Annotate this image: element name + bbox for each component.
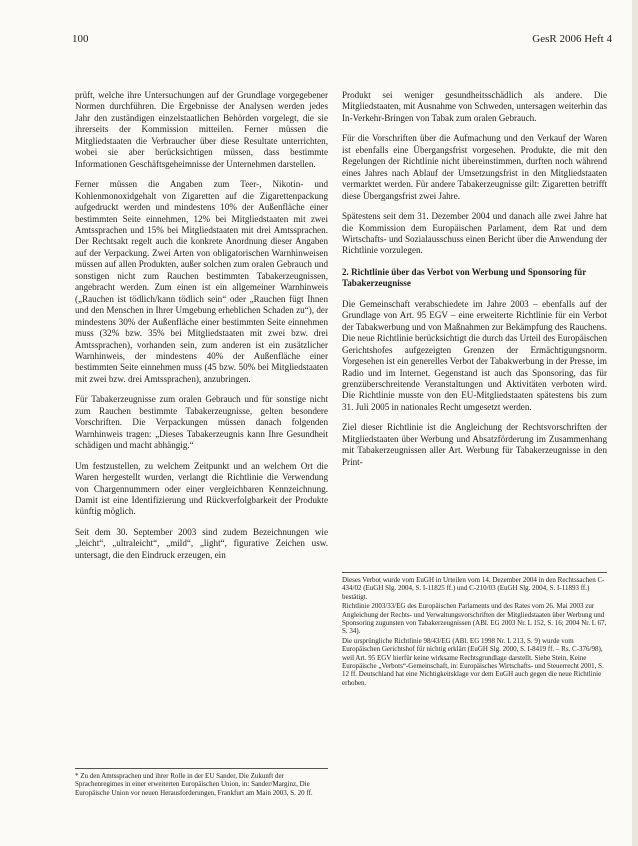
journal-reference: GesR 2006 Heft 4 xyxy=(532,33,612,45)
paragraph: prüft, welche ihre Untersuchungen auf der Grundlage vorgegebener Normen durchführen. Die Ergebnisse der Analysen werden jedes Jahr den zuständigen einzelstaatlichen Behörden vorgelegt, die sie ihrerseits der Kommission mitteilen. Ferner müssen die Mitgliedstaaten die Verbraucher über diese Resultate unterrichten, wobei sie aber berücksichtigen müssen, dass bestimmte Informationen Geschäftsgeheimnisse der Unternehmen darstellen. xyxy=(75,90,328,169)
paragraph: Ferner müssen die Angaben zum Teer-, Nikotin- und Kohlenmonoxidgehalt von Zigaretten auf die Zigarettenpackung aufgedruckt werden und mindestens 10% der Außenfläche einer bestimmten Seite einnehmen, 12% bei Mitgliedstaaten mit zwei Amtssprachen und 15% bei Mitgliedstaaten mit drei Amtssprachen. Der Rechtsakt regelt auch die konkrete Anordnung dieser Angaben auf der Verpackung. Zwei Arten von obligatorischen Warnhinweisen müssen auf allen Produkten, außer solchen zum oralen Gebrauch und sonstigen nicht zum Rauchen bestimmten Tabakerzeugnissen, angebracht werden. Zum einen ist ein allgemeiner Warnhinweis („Rauchen ist tödlich/kann tödlich sein“ oder „Rauchen fügt Ihnen und den Menschen in Ihrer Umgebung erheblichen Schaden zu“), der mindestens 30% der Außenfläche einer bestimmten Seite einnehmen muss (32% bzw. 35% bei Mitgliedstaaten mit zwei bzw. drei Amtssprachen), vorhanden sein, zum anderen ist ein zusätzlicher Warnhinweis, der mindestens 40% der Außenfläche einer bestimmten Seite einnehmen muss (45 bzw. 50% bei Mitgliedstaaten mit zwei bzw. drei Amtssprachen), anzubringen. xyxy=(75,179,328,384)
right-column xyxy=(342,90,607,477)
paragraph: Seit dem 30. September 2003 sind zudem Bezeichnungen wie „leicht“, „ultraleicht“, „mild“, „light“, figurative Zeichen usw. untersagt, die den Eindruck erzeugen, ein xyxy=(75,526,328,560)
section-heading: 2. Richtlinie über das Verbot von Werbung und Sponsoring für Tabakerzeugnisse xyxy=(342,266,587,289)
footnote: Dieses Verbot wurde vom EuGH in Urteilen vom 14. Dezember 2004 in den Rechtssachen C-434/02 (EuGH Slg. 2004, S. I-11825 ff.) und C-210/03 (EuGH Slg. 2004, S. I-11893 ff.) bestätigt. xyxy=(342,576,605,601)
paragraph: Um festzustellen, zu welchem Zeitpunkt und an welchem Ort die Waren hergestellt wurden, verlangt die Richtlinie die Verwendung von Chargennummern oder einer vergleichbaren Kennzeichnung. Damit ist eine Identifizierung und Rückverfolgbarkeit der Produkte künftig möglich. xyxy=(75,460,328,517)
left-footnote xyxy=(75,768,328,798)
paragraph: Für die Vorschriften über die Aufmachung und den Verkauf der Waren ist ebenfalls eine Übergangsfrist vorgesehen. Produkte, die mit den Regelungen der Richtlinie nicht übereinstimmen, durften noch während eines Jahres nach Ablauf der Umsetzungsfrist in den Mitgliedstaaten vermarktet werden. Für andere Tabakerzeugnisse gilt: Zigaretten betrifft diese Übergangsfrist zwei Jahre. xyxy=(342,133,607,201)
footnote-text: * Zu den Amtssprachen und ihrer Rolle in der EU Sander, Die Zukunft der Sprachenregimes in einer erweiterten Europäischen Union, in: Sander/Marginz, Die Europäische Union vor neuen Herausforderungen, Frankfurt am Main 2003, S. 20 ff. xyxy=(75,772,313,797)
running-header xyxy=(0,33,638,53)
page-edge-shadow xyxy=(632,0,638,846)
paragraph: Für Tabakerzeugnisse zum oralen Gebrauch und für sonstige nicht zum Rauchen bestimmte Tabakerzeugnisse, gelten besondere Vorschriften. Die Verpackungen müssen danach folgenden Warnhinweis tragen: „Dieses Tabakerzeugnis kann Ihre Gesundheit schädigen und macht abhängig.“ xyxy=(75,394,328,451)
footnote: Die ursprüngliche Richtlinie 98/43/EG (ABl. EG 1998 Nr. L 213, S. 9) wurde vom Europäischen Gerichtshof für nichtig erklärt (EuGH Slg. 2000, S. I-8419 ff. – Rs. C-376/98), weil Art. 95 EGV hierfür keine wirksame Rechtsgrundlage darstellt. Siehe Stein, Keine Europäische „Verbots“-Gemeinschaft, in: Europäisches Wirtschafts- und Steuerrecht 2001, S. 12 ff. Deutschland hat eine Nichtigkeitsklage vor dem EuGH auch gegen die neue Richtlinie erhoben. xyxy=(342,636,604,687)
paragraph: Ziel dieser Richtlinie ist die Angleichung der Rechtsvorschriften der Mitgliedstaaten über Werbung und Absatzförderung im Zusammenhang mit Tabakerzeugnissen aller Art. Werbung für Tabakerzeugnisse in den Print- xyxy=(342,422,607,467)
left-column xyxy=(75,90,328,570)
footnote: Richtlinie 2003/33/EG des Europäischen Parlaments und des Rates vom 26. Mai 2003 zur Angleichung der Rechts- und Verwaltungsvorschriften der Mitgliedstaaten über Werbung und Sponsoring zugunsten von Tabakerzeugnissen (ABl. EG 2003 Nr. L 152, S. 16; 2004 Nr. L 67, S. 34). xyxy=(342,602,607,636)
right-footnotes xyxy=(342,572,607,688)
paragraph: Produkt sei weniger gesundheitsschädlich als andere. Die Mitgliedstaaten, mit Ausnahme von Schweden, untersagen weiterhin das In-Verkehr-Bringen von Tabak zum oralen Gebrauch. xyxy=(342,90,607,123)
paragraph: Die Gemeinschaft verabschiedete im Jahre 2003 – ebenfalls auf der Grundlage von Art. 95 EGV – eine erweiterte Richtlinie für ein Verbot der Tabakwerbung und von Maßnahmen zur Bekämpfung des Rauchens. Die neue Richtlinie berücksichtigt die durch das Urteil des Europäischen Gerichtshofes aufgezeigten Grenzen der Ermächtigungsnorm. Vorgesehen ist ein generelles Verbot der Tabakwerbung in der Presse, im Radio und im Internet. Gegenstand ist auch das Sponsoring, das für grenzüberschreitende Veranstaltungen und Aktivitäten verboten wird. Die Richtlinie musste von den EU-Mitgliedstaaten spätestens bis zum 31. Juli 2005 in nationales Recht umgesetzt werden. xyxy=(342,298,607,412)
paragraph: Spätestens seit dem 31. Dezember 2004 und danach alle zwei Jahre hat die Kommission dem Europäischen Parlament, dem Rat und dem Wirtschafts- und Sozialausschuss einen Bericht über die Anwendung der Richtlinie vorzulegen. xyxy=(342,211,607,256)
page-number: 100 xyxy=(72,33,89,45)
